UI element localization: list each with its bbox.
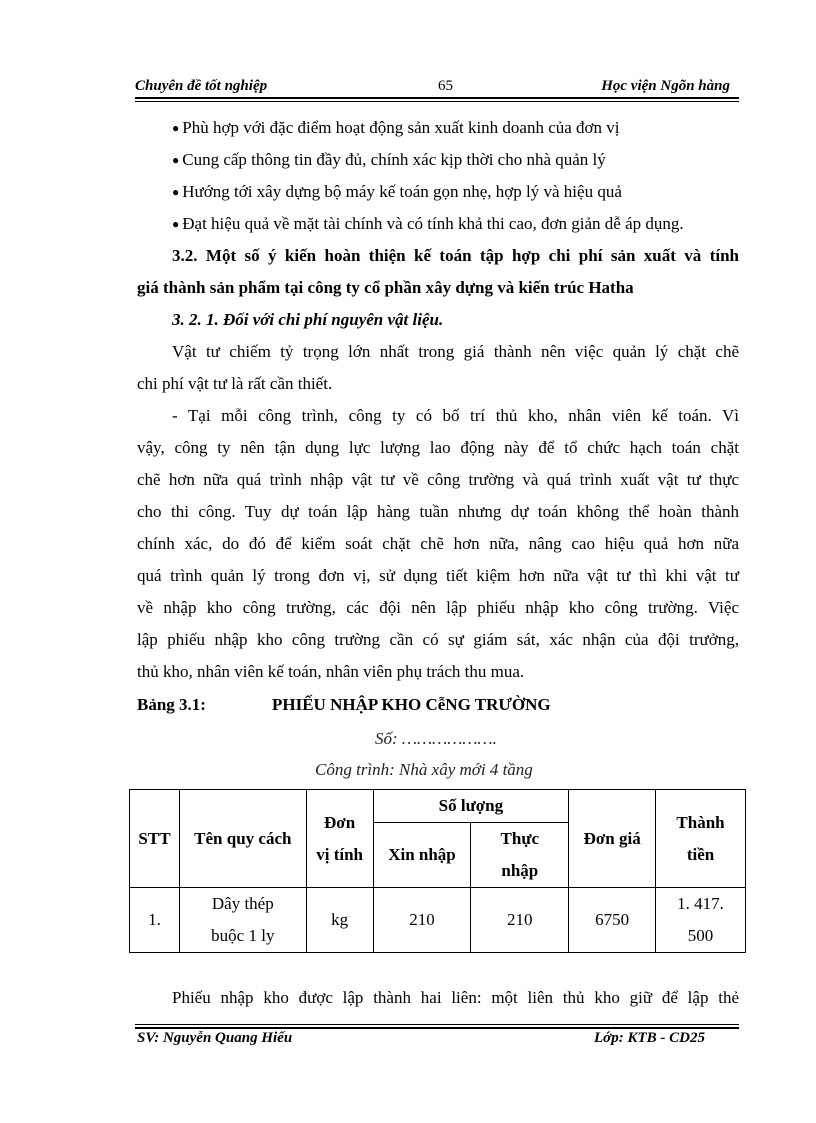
footer-student: SV: Nguyễn Quang Hiếu: [137, 1030, 293, 1046]
form-number: Số: ……………….: [375, 729, 497, 748]
footer-rule-thin: [135, 1024, 739, 1025]
cell-unit: kg: [306, 888, 373, 953]
cell-price: 6750: [569, 888, 656, 953]
header-stt: STT: [130, 790, 180, 888]
cell-stt: 1.: [130, 888, 180, 953]
header-amount: Thành tiền: [656, 790, 746, 888]
table-header-row: [130, 790, 746, 823]
header-institution: Học viện Ngõn hàng: [601, 78, 730, 94]
bullet-icon: ●: [172, 217, 180, 231]
footer-class: Lớp: KTB - CD25: [594, 1030, 705, 1046]
footer-rule: [135, 1027, 739, 1029]
paragraph2-line: vậy, công ty nên tận dụng lực lượng lao động này để tổ chức hạch toán chặt: [137, 438, 739, 457]
page-number: 65: [438, 78, 453, 94]
table-row: [130, 888, 746, 953]
table-title: PHIẾU NHẬP KHO CễNG TRƯỜNG: [272, 695, 551, 714]
closing-line: Phiếu nhập kho được lập thành hai liên: một liên thủ kho giữ để lập thẻ: [172, 988, 739, 1007]
page-header: [135, 78, 730, 96]
cell-amount: 1. 417. 500: [656, 888, 746, 953]
paragraph2-line: - Tại mỗi công trình, công ty có bố trí thủ kho, nhân viên kế toán. Vì: [172, 406, 739, 425]
header-quantity: Số lượng: [373, 790, 569, 823]
project-name: Công trình: Nhà xây mới 4 tầng: [315, 760, 533, 779]
paragraph2-line: quá trình quản lý trong đơn vị, sử dụng tiết kiệm hơn nữa vật tư thì khi vật tư: [137, 566, 739, 585]
receipt-table: [129, 789, 746, 953]
cell-name: Dây thép buộc 1 ly: [179, 888, 306, 953]
subsection-heading: 3. 2. 1. Đối với chi phí nguyên vật liệu.: [172, 310, 444, 329]
section-heading-line1: 3.2. Một số ý kiến hoàn thiện kế toán tập hợp chi phí sản xuất và tính: [172, 246, 739, 265]
paragraph2-line: lập phiếu nhập kho công trường cần có sự giám sát, xác nhận của đội trưởng,: [137, 630, 739, 649]
bullet-icon: ●: [172, 185, 180, 199]
cell-qty-request: 210: [373, 888, 471, 953]
bullet-item: ● Đạt hiệu quả về mặt tài chính và có tính khả thi cao, đơn giản dễ áp dụng.: [172, 214, 684, 233]
header-unit: Đơn vị tính: [306, 790, 373, 888]
section-heading-line2: giá thành sản phẩm tại công ty cổ phần xây dựng và kiến trúc Hatha: [137, 278, 634, 297]
bullet-item: ● Cung cấp thông tin đầy đủ, chính xác kịp thời cho nhà quản lý: [172, 150, 606, 169]
paragraph2-line: cho thi công. Tuy dự toán lập hàng tuần nhưng dự toán không thể hoàn thành: [137, 502, 739, 521]
paragraph2-line: chẽ hơn nữa quá trình nhập vật tư về công trường và quá trình xuất vật tư thực: [137, 470, 739, 489]
paragraph2-line: thủ kho, nhân viên kế toán, nhân viên phụ trách thu mua.: [137, 662, 525, 681]
paragraph2-line: về nhập kho công trường, các đội nên lập phiếu nhập kho công trường. Việc: [137, 598, 739, 617]
paragraph1-line: chi phí vật tư là rất cần thiết.: [137, 374, 333, 393]
header-rule-thin: [135, 101, 739, 102]
bullet-icon: ●: [172, 121, 180, 135]
header-qty-actual: Thực nhập: [471, 823, 569, 888]
header-rule: [135, 97, 739, 99]
paragraph1-line: Vật tư chiếm tỷ trọng lớn nhất trong giá thành nên việc quản lý chặt chẽ: [172, 342, 739, 361]
header-name: Tên quy cách: [179, 790, 306, 888]
bullet-item: ● Hướng tới xây dựng bộ máy kế toán gọn nhẹ, hợp lý và hiệu quả: [172, 182, 622, 201]
bullet-icon: ●: [172, 153, 180, 167]
bullet-item: ● Phù hợp với đặc điểm hoạt động sản xuất kinh doanh của đơn vị: [172, 118, 620, 137]
header-title: Chuyên đề tốt nghiệp: [135, 78, 268, 94]
header-qty-request: Xin nhập: [373, 823, 471, 888]
cell-qty-actual: 210: [471, 888, 569, 953]
header-price: Đơn giá: [569, 790, 656, 888]
table-label: Bảng 3.1:: [137, 695, 206, 714]
paragraph2-line: chính xác, do đó để kiểm soát chặt chẽ hơn nữa, nâng cao hiệu quả hơn nữa: [137, 534, 739, 553]
